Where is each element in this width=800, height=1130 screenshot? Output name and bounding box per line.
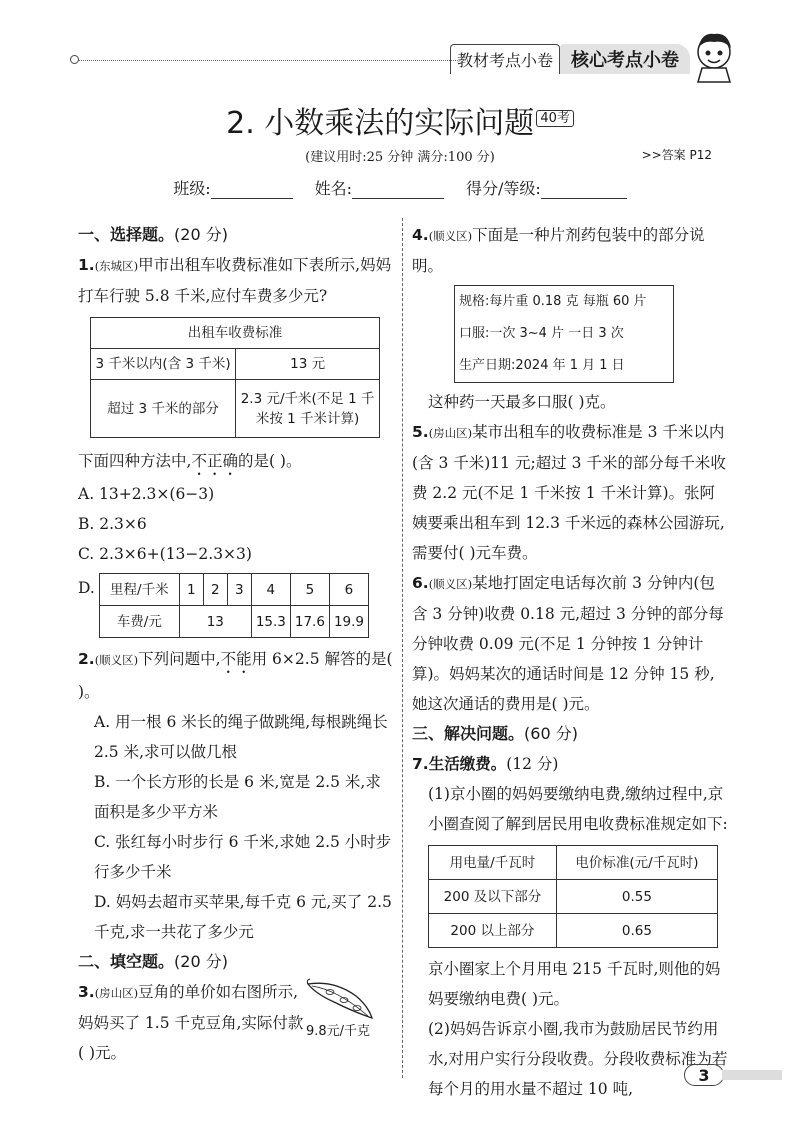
question-2-text: 下列问题中,: [138, 650, 221, 668]
question-4: [412, 220, 728, 281]
electricity-rate-table: [428, 845, 718, 948]
mileage-cell: 5: [290, 574, 329, 606]
question-3-number: 3.: [78, 983, 95, 1001]
section-solve-heading: [412, 719, 728, 749]
question-1-source: (东城区): [94, 259, 139, 273]
elec-header: 用电量/千瓦时: [429, 846, 557, 880]
elec-cell: 0.55: [556, 880, 717, 914]
mileage-cell: 4: [251, 574, 290, 606]
name-blank[interactable]: [352, 181, 444, 199]
elec-cell: 200 及以下部分: [429, 880, 557, 914]
header-rule: [78, 60, 458, 61]
exam-count-badge: 40考: [536, 110, 574, 127]
notice-line: 规格:每片重 0.18 克 每瓶 60 片: [459, 294, 647, 309]
section-choice-heading: [78, 220, 396, 250]
prompt-text: 下面四种方法中,: [78, 452, 192, 470]
mascot-icon: [688, 28, 740, 84]
question-6-text[interactable]: 某地打固定电话每次前 3 分钟内(包含 3 分钟)收费 0.18 元,超过 3 分钟的部分每分钟收费 0.09 元(不足 1 分钟按 1 分钟计算)。妈妈某次的通话时间是 12 分钟 15 秒,她这次通话的费用是( )元。: [412, 574, 724, 713]
class-label: 班级:: [173, 179, 211, 198]
time-score-note: (建议用时:25 分钟 满分:100 分): [305, 150, 495, 165]
option-b[interactable]: B. 2.3×6: [78, 515, 147, 533]
title-text: 2. 小数乘法的实际问题: [226, 106, 535, 141]
bean-price-label: 9.8元/千克: [306, 1024, 371, 1039]
fare-cell-merged: 13: [179, 606, 251, 638]
taxi-fare-table: [90, 317, 380, 438]
question-1-number: 1.: [78, 256, 95, 274]
class-blank[interactable]: [211, 181, 293, 199]
option-a[interactable]: A. 13+2.3×(6−3): [78, 485, 215, 503]
question-5-text[interactable]: 某市出租车的收费标准是 3 千米以内(含 3 千米)11 元;超过 3 千米的部分每千米收费 2.2 元(不足 1 千米按 1 千米计算)。张阿姨要乘出租车到 12.3 千米远的森林公园游玩,需要付( )元车费。: [412, 423, 726, 562]
prompt-emphasis: 不正确: [191, 452, 238, 470]
prompt-text: 的是( )。: [237, 452, 302, 470]
question-3-source: (房山区): [94, 986, 139, 1000]
question-7-part-1-blank[interactable]: 京小圈家上个月用电 215 千瓦时,则他的妈妈要缴纳电费( )元。: [428, 960, 721, 1008]
taxi-table-cell: 3 千米以内(含 3 千米): [91, 349, 236, 380]
option-c[interactable]: C. 2.3×6+(13−2.3×3): [78, 545, 252, 563]
notice-line: 生产日期:2024 年 1 月 1 日: [459, 358, 625, 373]
option-b[interactable]: B. 一个长方形的长是 6 米,宽是 2.5 米,求面积是多少平方米: [94, 773, 381, 821]
question-7-number: 7.: [412, 755, 429, 773]
question-1-prompt: [78, 446, 396, 479]
question-6: [412, 568, 728, 719]
section-fill-points: (20 分): [174, 952, 228, 971]
question-2-source: (顺义区): [94, 653, 139, 667]
question-2-number: 2.: [78, 650, 95, 668]
question-2-emphasis: 不能: [220, 650, 252, 668]
question-3-text: 豆角的单价如右图所示,妈妈买了 1.5 千克豆角,实际付款( )元。: [78, 983, 304, 1062]
taxi-table-cell-line: 米按 1 千米计算): [255, 410, 360, 427]
mileage-cell: 3: [227, 574, 251, 606]
score-field[interactable]: [466, 176, 627, 199]
question-2: [78, 644, 396, 707]
taxi-table-cell-line: 2.3 元/千米(不足 1 千: [240, 390, 375, 407]
taxi-table-title: 出租车收费标准: [91, 318, 380, 349]
green-bean-icon: [304, 978, 376, 1024]
fare-cell: 19.9: [329, 606, 368, 638]
elec-header: 电价标准(元/千瓦时): [556, 846, 717, 880]
notice-line: 口服:一次 3~4 片 一日 3 次: [459, 326, 624, 341]
taxi-table-cell: 13 元: [236, 349, 380, 380]
question-4-blank[interactable]: 这种药一天最多口服( )克。: [428, 393, 616, 411]
score-label: 得分/等级:: [466, 179, 541, 198]
header-tab-core: 核心考点小卷: [560, 44, 690, 74]
section-solve-points: (60 分): [524, 724, 578, 743]
name-field[interactable]: [315, 176, 444, 199]
question-5-number: 5.: [412, 423, 429, 441]
taxi-table-cell: 超过 3 千米的部分: [91, 380, 236, 438]
mileage-fare-table: [99, 573, 369, 638]
question-3: [78, 977, 308, 1068]
question-1: [78, 250, 396, 311]
elec-cell: 0.65: [556, 914, 717, 948]
question-6-source: (顺义区): [428, 577, 473, 591]
question-5-source: (房山区): [428, 426, 473, 440]
section-choice-title: 一、选择题。: [78, 225, 175, 244]
student-info-row: [0, 176, 800, 199]
section-choice-points: (20 分): [174, 225, 228, 244]
elec-cell: 200 以上部分: [429, 914, 557, 948]
left-column: [78, 220, 396, 1068]
question-6-number: 6.: [412, 574, 429, 592]
question-4-number: 4.: [412, 226, 429, 244]
mileage-cell: 1: [179, 574, 203, 606]
column-divider: [402, 218, 403, 1078]
question-7-title: 生活缴费。: [428, 755, 507, 773]
question-7-part-1: (1)京小圈的妈妈要缴纳电费,缴纳过程中,京小圈查阅了解到居民用电收费标准规定如下:: [428, 785, 728, 833]
fare-cell: 15.3: [251, 606, 290, 638]
question-7: [412, 749, 728, 779]
option-a[interactable]: A. 用一根 6 米长的绳子做跳绳,每根跳绳长 2.5 米,求可以做几根: [94, 713, 388, 761]
mileage-row-label: 里程/千米: [99, 574, 179, 606]
page-number: 3: [684, 1064, 724, 1086]
taxi-table-cell: [236, 380, 380, 438]
header-tab-textbook: 教材考点小卷: [450, 44, 560, 74]
fare-row-label: 车费/元: [99, 606, 179, 638]
name-label: 姓名:: [314, 179, 352, 198]
answer-reference: >>答案 P12: [641, 148, 712, 162]
question-7-part-2: (2)妈妈告诉京小圈,我市为鼓励居民节约用水,对用户实行分段收费。分段收费标准为若每个月的用水量不超过 10 吨,: [428, 1020, 728, 1098]
mileage-cell: 2: [203, 574, 227, 606]
mileage-cell: 6: [329, 574, 368, 606]
score-blank[interactable]: [541, 181, 627, 199]
page-number-tab: [722, 1070, 782, 1080]
question-7-points: (12 分): [506, 755, 559, 773]
class-field[interactable]: [173, 176, 292, 199]
section-fill-heading: [78, 947, 396, 977]
section-fill-title: 二、填空题。: [78, 952, 175, 971]
question-4-text: 下面是一种片剂药包装中的部分说明。: [412, 226, 705, 275]
fare-cell: 17.6: [290, 606, 329, 638]
option-d[interactable]: [78, 573, 396, 638]
section-solve-title: 三、解决问题。: [412, 724, 525, 743]
question-4-source: (顺义区): [428, 229, 473, 243]
medicine-notice-box: [454, 285, 674, 383]
question-2-text: 用 6×2.5 解答的是( )。: [78, 650, 393, 701]
option-d[interactable]: D. 妈妈去超市买苹果,每千克 6 元,买了 2.5 千克,求一共花了多少元: [94, 893, 392, 941]
question-1-text: 甲市出租车收费标准如下表所示,妈妈打车行驶 5.8 千米,应付车费多少元?: [78, 256, 392, 305]
option-d-label: D.: [78, 579, 95, 597]
right-column: [412, 220, 728, 1104]
page-title: [0, 98, 800, 142]
option-c[interactable]: C. 张红每小时步行 6 千米,求她 2.5 小时步行多少千米: [94, 833, 392, 881]
question-5: [412, 417, 728, 568]
